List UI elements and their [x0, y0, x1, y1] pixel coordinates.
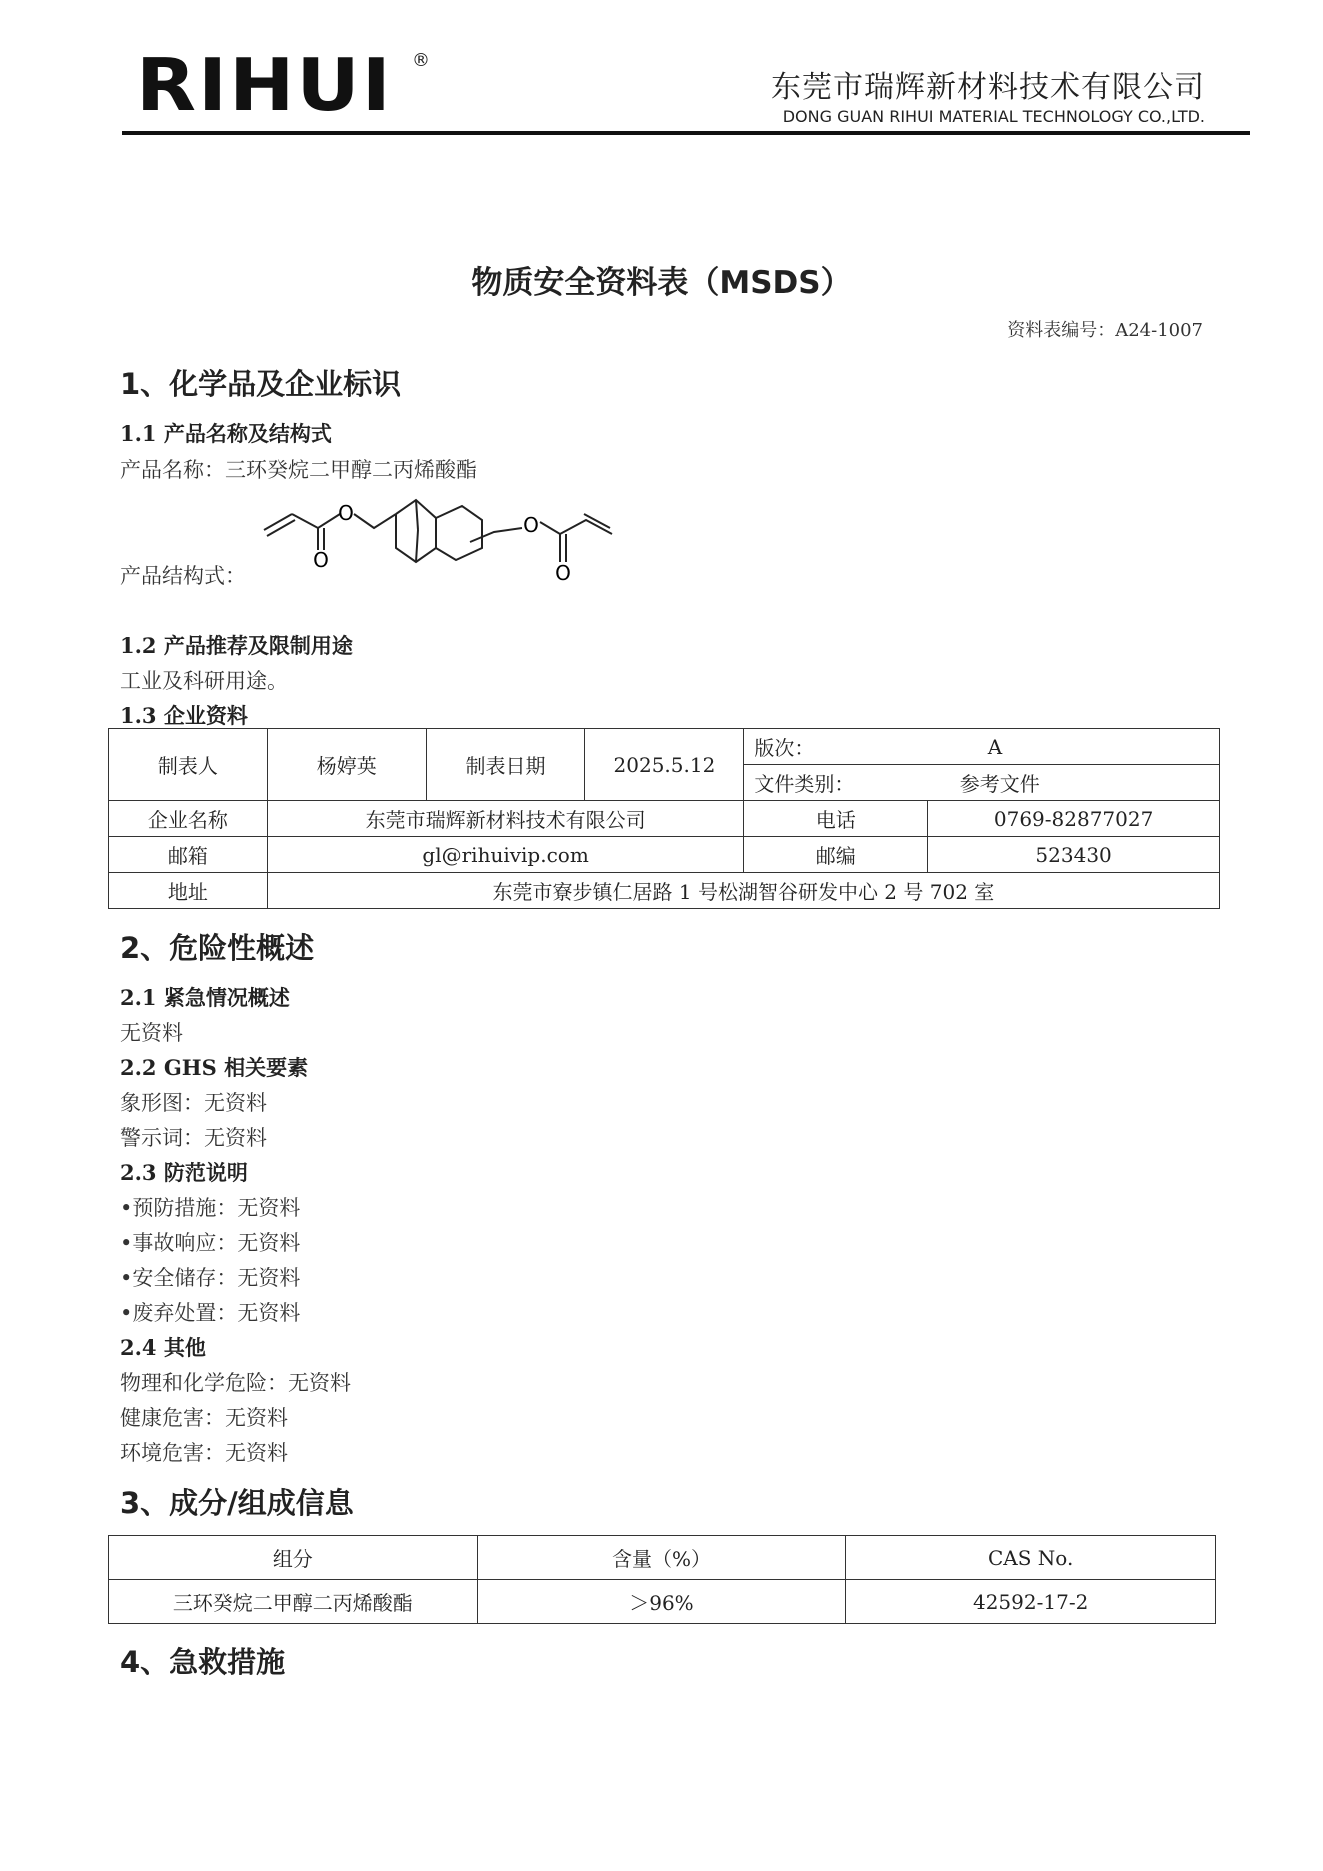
section-3-heading: 3、成分/组成信息 [120, 1486, 354, 1520]
section-2-2-heading: 2.2 GHS 相关要素 [120, 1055, 309, 1080]
content-cell: ＞96% [477, 1580, 846, 1624]
section-1-3-heading: 1.3 企业资料 [120, 703, 248, 728]
signal-word-text: 警示词：无资料 [120, 1126, 267, 1150]
emergency-overview: 无资料 [120, 1021, 183, 1045]
phone-value: 0769-82877027 [928, 801, 1220, 837]
company-value: 东莞市瑞辉新材料技术有限公司 [267, 801, 744, 837]
composition-table [108, 1535, 1216, 1624]
registered-mark: ® [412, 50, 430, 71]
mol-atom-o1: O [338, 501, 354, 525]
address-value: 东莞市寮步镇仁居路 1 号松湖智谷研发中心 2 号 702 室 [267, 873, 1219, 909]
company-name-cn: 东莞市瑞辉新材料技术有限公司 [771, 70, 1205, 105]
document-number: 资料表编号：A24-1007 [1007, 320, 1203, 341]
component-cell: 三环癸烷二甲醇二丙烯酸酯 [109, 1580, 478, 1624]
doctype-label: 文件类别： [744, 765, 928, 801]
version-value: A [928, 729, 1220, 765]
email-value: gl@rihuivip.com [267, 837, 744, 873]
disposal-text: •废弃处置：无资料 [120, 1301, 301, 1325]
phone-label: 电话 [744, 801, 928, 837]
preparer-value: 杨婷英 [267, 729, 426, 801]
section-2-heading: 2、危险性概述 [120, 931, 315, 965]
postcode-label: 邮编 [744, 837, 928, 873]
usage-text: 工业及科研用途。 [120, 669, 288, 693]
version-label: 版次： [744, 729, 928, 765]
email-label: 邮箱 [109, 837, 268, 873]
preparer-label: 制表人 [109, 729, 268, 801]
col-component-header: 组分 [109, 1536, 478, 1580]
health-hazard-text: 健康危害：无资料 [120, 1406, 288, 1430]
document-title: 物质安全资料表（MSDS） [471, 265, 852, 301]
section-2-4-heading: 2.4 其他 [120, 1335, 206, 1360]
product-name: 产品名称：三环癸烷二甲醇二丙烯酸酯 [120, 458, 477, 482]
env-hazard-text: 环境危害：无资料 [120, 1441, 288, 1465]
section-1-2-heading: 1.2 产品推荐及限制用途 [120, 633, 353, 658]
mol-atom-o4: O [555, 561, 571, 585]
section-2-1-heading: 2.1 紧急情况概述 [120, 985, 290, 1010]
structure-label: 产品结构式： [120, 564, 246, 588]
section-4-heading: 4、急救措施 [120, 1645, 286, 1679]
company-logo: RIHUI [136, 44, 393, 128]
physchem-hazard-text: 物理和化学危险：无资料 [120, 1371, 351, 1395]
company-info-table [108, 728, 1220, 909]
prevention-text: •预防措施：无资料 [120, 1196, 301, 1220]
postcode-value: 523430 [928, 837, 1220, 873]
cas-cell: 42592-17-2 [846, 1580, 1216, 1624]
section-2-3-heading: 2.3 防范说明 [120, 1160, 248, 1185]
molecular-structure [256, 470, 626, 586]
section-1-1-heading: 1.1 产品名称及结构式 [120, 421, 332, 446]
doctype-value: 参考文件 [928, 765, 1220, 801]
storage-text: •安全储存：无资料 [120, 1266, 301, 1290]
header-divider [122, 131, 1250, 135]
pictogram-text: 象形图：无资料 [120, 1091, 267, 1115]
date-value: 2025.5.12 [585, 729, 744, 801]
response-text: •事故响应：无资料 [120, 1231, 301, 1255]
mol-atom-o3: O [523, 513, 539, 537]
section-1-heading: 1、化学品及企业标识 [120, 367, 402, 401]
col-content-header: 含量（%） [477, 1536, 846, 1580]
address-label: 地址 [109, 873, 268, 909]
company-label: 企业名称 [109, 801, 268, 837]
col-cas-header: CAS No. [846, 1536, 1216, 1580]
date-label: 制表日期 [426, 729, 585, 801]
company-name-en: DONG GUAN RIHUI MATERIAL TECHNOLOGY CO.,LTD. [782, 107, 1205, 126]
mol-atom-o2: O [313, 548, 329, 572]
